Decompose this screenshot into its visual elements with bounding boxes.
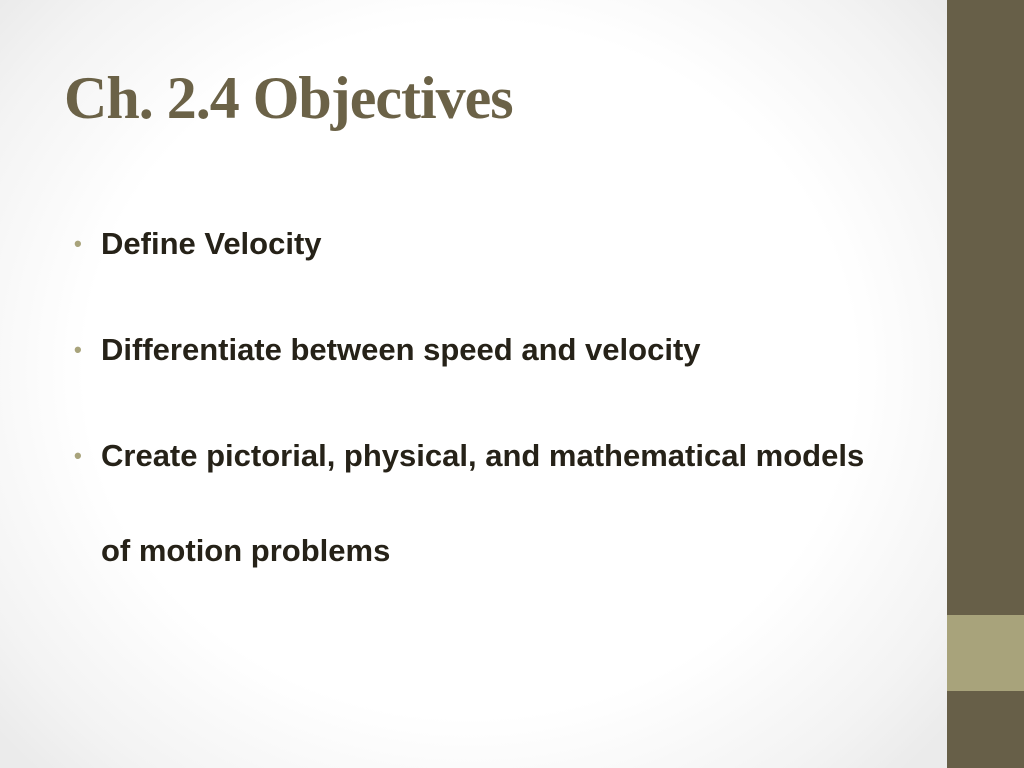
slide-title: Ch. 2.4 Objectives	[64, 65, 513, 131]
bullet-item-models	[74, 408, 894, 598]
bullet-text: Define Velocity	[101, 226, 322, 261]
bullet-text: Differentiate between speed and velocity	[101, 332, 701, 367]
bullet-dot-icon: •	[74, 443, 82, 468]
bullet-dot-icon: •	[74, 337, 82, 362]
bullet-item-define-velocity	[74, 220, 894, 268]
bullet-dot-icon: •	[74, 231, 82, 256]
bullet-list	[74, 220, 894, 598]
side-accent-block	[947, 615, 1024, 691]
bullet-item-speed-velocity	[74, 326, 894, 374]
bullet-text: Create pictorial, physical, and mathematical models of motion problems	[101, 438, 865, 568]
